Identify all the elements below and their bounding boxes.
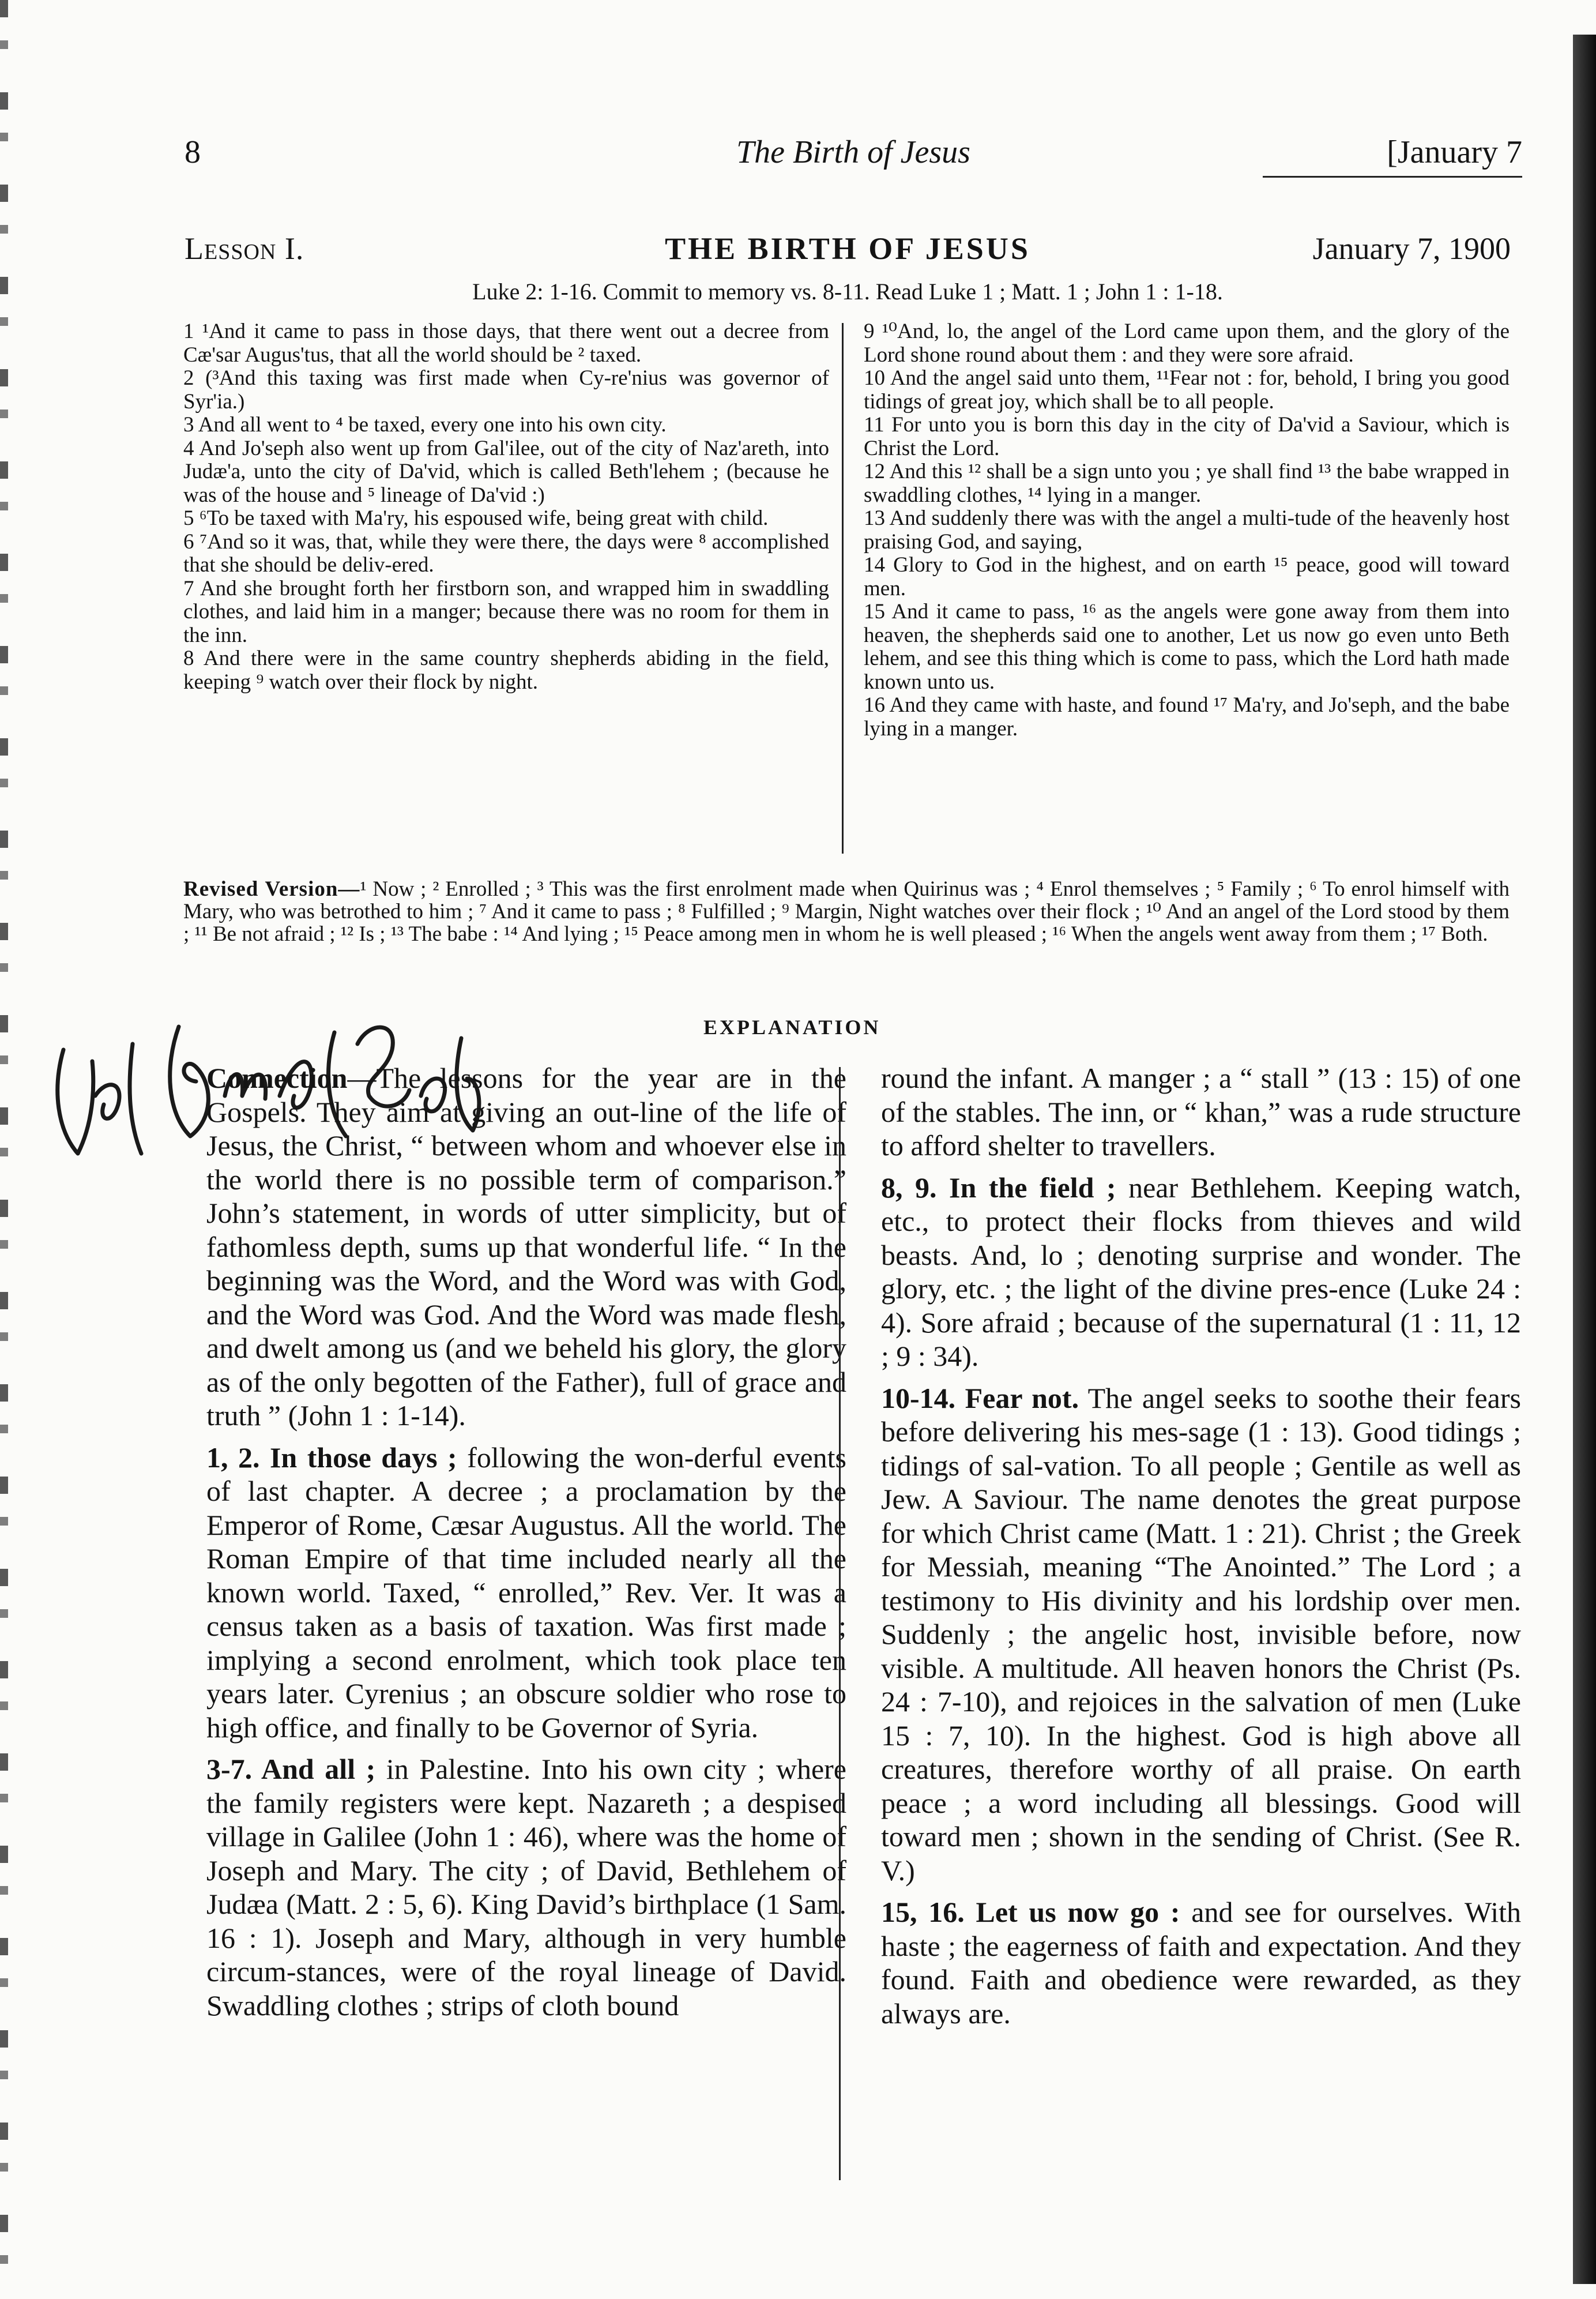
verse: 10 And the angel said unto them, ¹¹Fear not : for, behold, I bring you good tidings of great joy, which shall be to all people. xyxy=(864,366,1510,414)
commentary-paragraph xyxy=(881,1061,1521,1163)
scripture-right-column xyxy=(864,320,1510,741)
commentary-paragraph xyxy=(881,1895,1521,2030)
revised-version-notes xyxy=(183,878,1510,945)
verse: 1 ¹And it came to pass in those days, that there went out a decree from Cæ'sar Augus'tus, that all the world should be ² taxed. xyxy=(183,320,829,367)
verse: 11 For unto you is born this day in the city of Da'vid a Saviour, which is Christ the Lord. xyxy=(864,413,1510,460)
lesson-date: January 7, 1900 xyxy=(1312,231,1511,266)
paragraph-text: following the won-derful events of last chapter. A decree ; a proclamation by the Emperor of Rome, Cæsar Augustus. All the world. The Roman Empire of that time included nearly all the known world. Taxed, “ enrolled,” Rev. Ver. It was a census taken as a basis of taxation. Was first made ; implying a second enrolment, which took place ten years later. Cyrenius ; an obscure soldier who rose to high office, and finally to be Governor of Syria. xyxy=(206,1441,846,1744)
header-rule xyxy=(1263,176,1522,178)
running-date: [January 7 xyxy=(1387,134,1522,170)
paragraph-text: and see for ourselves. With haste ; the eagerness of faith and expectation. And they found. Faith and obedience were rewarded, as they always are. xyxy=(881,1896,1522,2030)
commentary-paragraph xyxy=(206,1061,846,1433)
paragraph-text: in Palestine. Into his own city ; where the family registers were kept. Nazareth ; a despised village in Galilee (John 1 : 46), where was the home of Joseph and Mary. The city ; of David, Bethlehem of Judæa (Matt. 2 : 5, 6). King David’s birthplace (1 Sam. 16 : 1). Joseph and Mary, although in very humble circum-stances, were of the royal lineage of David. Swaddling clothes ; strips of cloth bound xyxy=(206,1753,846,2022)
running-title: The Birth of Jesus xyxy=(736,134,970,170)
lesson-reference: Luke 2: 1-16. Commit to memory vs. 8-11. Read Luke 1 ; Matt. 1 ; John 1 : 1-18. xyxy=(472,279,1223,305)
verse: 13 And suddenly there was with the angel a multi-tude of the heavenly host praising God, and saying, xyxy=(864,506,1510,554)
paragraph-lead: 3-7. And all ; xyxy=(206,1753,376,1785)
commentary-paragraph xyxy=(206,1752,846,2022)
scan-edge-left xyxy=(0,0,8,2299)
verse: 2 (³And this taxing was first made when Cy-re'nius was governor of Syr'ia.) xyxy=(183,366,829,414)
commentary-paragraph xyxy=(881,1381,1521,1888)
verse: 8 And there were in the same country shepherds abiding in the field, keeping ⁹ watch over their flock by night. xyxy=(183,647,829,694)
page-number: 8 xyxy=(185,134,201,170)
revised-version-label: Revised Version— xyxy=(183,877,360,901)
paragraph-lead: 1, 2. In those days ; xyxy=(206,1441,457,1474)
verse: 15 And it came to pass, ¹⁶ as the angels were gone away from them into heaven, the shepherds said one to another, Let us now go even unto Beth lehem, and see this thing which is come to pass, which the Lord hath made known unto us. xyxy=(864,600,1510,694)
paragraph-lead: 8, 9. In the field ; xyxy=(881,1171,1116,1204)
scan-edge-right xyxy=(1573,35,1596,2284)
verse: 5 ⁶To be taxed with Ma'ry, his espoused wife, being great with child. xyxy=(183,506,769,530)
verse: 7 And she brought forth her firstborn son, and wrapped him in swaddling clothes, and laid him in a manger; because there was no room for them in the inn. xyxy=(183,576,829,647)
verse: 3 And all went to ⁴ be taxed, every one into his own city. xyxy=(183,413,667,437)
column-divider xyxy=(839,1067,841,2180)
paragraph-text: round the infant. A manger ; a “ stall ” (13 : 15) of one of the stables. The inn, or “ khan,” was a rude structure to afford shelter to travellers. xyxy=(881,1062,1521,1162)
lesson-title: THE BIRTH OF JESUS xyxy=(665,231,1030,266)
commentary-paragraph xyxy=(881,1171,1521,1373)
explanation-heading: EXPLANATION xyxy=(703,1016,881,1039)
paragraph-lead: 15, 16. Let us now go : xyxy=(881,1896,1180,1928)
paragraph-lead: Connection xyxy=(206,1062,348,1094)
paragraph-lead: 10-14. Fear not. xyxy=(881,1381,1079,1414)
paragraph-text: near Bethlehem. Keeping watch, etc., to protect their flocks from thieves and wild beasts. And, lo ; denoting surprise and wonder. The glory, etc. ; the light of the divine pres-ence (Luke 24 : 4). Sore afraid ; because of the supernatural (1 : 11, 12 ; 9 : 34). xyxy=(881,1171,1522,1372)
verse: 12 And this ¹² shall be a sign unto you ; ye shall find ¹³ the babe wrapped in swaddling clothes, ¹⁴ lying in a manger. xyxy=(864,460,1510,507)
scripture-left-column xyxy=(183,320,829,694)
running-head xyxy=(185,134,1522,180)
lesson-header xyxy=(185,231,1511,283)
verse: 4 And Jo'seph also went up from Gal'ilee, out of the city of Naz'areth, into Judæ'a, unto the city of Da'vid, which is called Beth'lehem ; (because he was of the house and ⁵ lineage of Da'vid :) xyxy=(183,436,829,507)
column-divider xyxy=(842,323,844,854)
commentary-right-column xyxy=(881,1061,1521,2038)
verse: 9 ¹⁰And, lo, the angel of the Lord came upon them, and the glory of the Lord shone round about them : and they were sore afraid. xyxy=(864,320,1510,367)
paragraph-text: The angel seeks to soothe their fears before delivering his mes-sage (1 : 13). Good tidings ; tidings of sal-vation. To all people ; Gentile as well as Jew. A Saviour. The name denotes the great purpose for which Christ came (Matt. 1 : 21). Christ ; the Greek for Messiah, meaning “The Anointed.” The Lord ; a testimony to His divinity and his lordship over men. Suddenly ; the angelic host, invisible before, now visible. A multitude. All heaven honors the Christ (Ps. 24 : 7-10), and rejoices in the salvation of men (Luke 15 : 7, 10). In the highest. God is high above all creatures, therefore worthy of all praise. On earth peace ; a word including all blessings. Good will toward men ; shown in the sending of Christ. (See R. V.) xyxy=(881,1381,1521,1887)
verse: 14 Glory to God in the highest, and on earth ¹⁵ peace, good will toward men. xyxy=(864,553,1510,600)
commentary-left-column xyxy=(206,1061,846,2030)
paragraph-text: —The lessons for the year are in the Gospels. They aim at giving an out-line of the life of Jesus, the Christ, “ between whom and whoever else in the world there is no possible term of comparison.” John’s statement, in words of utter simplicity, but of fathomless depth, sums up that wonderful life. “ In the beginning was the Word, and the Word was with God, and the Word was God. And the Word was made flesh, and dwelt among us (and we beheld his glory, the glory as of the only begotten of the Father), full of grace and truth ” (John 1 : 1-14). xyxy=(206,1062,846,1432)
verse: 16 And they came with haste, and found ¹⁷ Ma'ry, and Jo'seph, and the babe lying in a manger. xyxy=(864,693,1510,741)
lesson-number: Lesson I. xyxy=(185,231,304,266)
verse: 6 ⁷And so it was, that, while they were there, the days were ⁸ accomplished that she should be deliv-ered. xyxy=(183,529,829,577)
revised-version-text: ¹ Now ; ² Enrolled ; ³ This was the first enrolment made when Quirinus was ; ⁴ Enrol themselves ; ⁵ Family ; ⁶ To enrol himself with Mary, who was betrothed to him ; ⁷ And it came to pass ; ⁸ Fulfilled ; ⁹ Margin, Night watches over their flock ; ¹⁰ And an angel of the Lord stood by them ; ¹¹ Be not afraid ; ¹² Is ; ¹³ The babe : ¹⁴ And lying ; ¹⁵ Peace among men in whom he is well pleased ; ¹⁶ When the angels went away from them ; ¹⁷ Both. xyxy=(183,877,1510,946)
commentary-paragraph xyxy=(206,1441,846,1745)
